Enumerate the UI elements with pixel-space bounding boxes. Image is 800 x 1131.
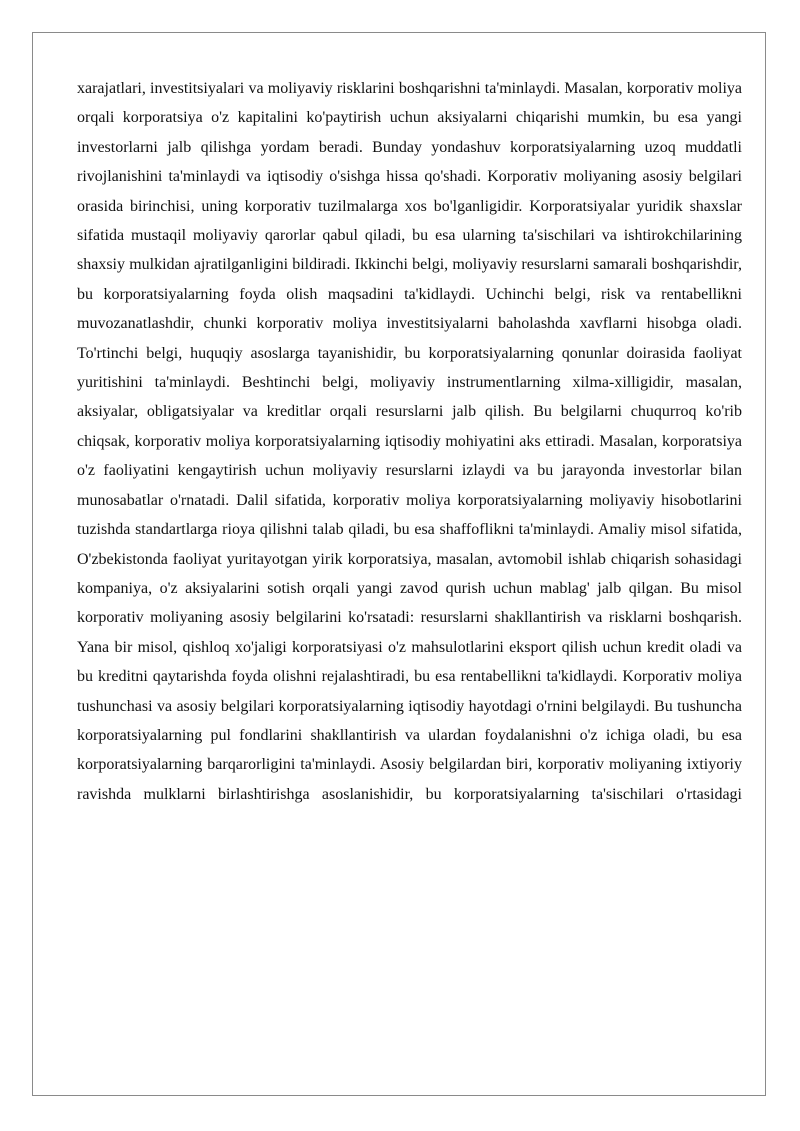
body-paragraph: xarajatlari, investitsiyalari va moliyaviy risklarini boshqarishni ta'minlaydi. Masalan, korporativ moliya orqali korporatsiya o'z kapitalini ko'paytirish uchun aksiyalarni chiqarishi mumkin, bu esa yangi investorlarni jalb qilishga yordam beradi. Bunday yondashuv korporatsiyalarning uzoq muddatli rivojlanishini ta'minlaydi va iqtisodiy o'sishga hissa qo'shadi. Korporativ moliyaning asosiy belgilari orasida birinchisi, uning korporativ tuzilmalarga xos bo'lganligidir. Korporatsiyalar yuridik shaxslar sifatida mustaqil moliyaviy qarorlar qabul qiladi, bu esa ularning ta'sischilari va ishtirokchilarining shaxsiy mulkidan ajratilganligini bildiradi. Ikkinchi belgi, moliyaviy resurslarni samarali boshqarishdir, bu korporatsiyalarning foyda olish maqsadini ta'kidlaydi. Uchinchi belgi, risk va rentabellikni muvozanatlashdir, chunki korporativ moliya investitsiyalarni baholashda xavflarni hisobga oladi. To'rtinchi belgi, huquqiy asoslarga tayanishidir, bu korporatsiyalarning qonunlar doirasida faoliyat yuritishini ta'minlaydi. Beshtinchi belgi, moliyaviy instrumentlarning xilma-xilligidir, masalan, aksiyalar, obligatsiyalar va kreditlar orqali resurslarni jalb qilish. Bu belgilarni chuqurroq ko'rib chiqsak, korporativ moliya korporatsiyalarning iqtisodiy mohiyatini aks ettiradi. Masalan, korporatsiya o'z faoliyatini kengaytirish uchun moliyaviy resurslarni izlaydi va bu jarayonda investorlar bilan munosabatlar o'rnatadi. Dalil sifatida, korporativ moliya korporatsiyalarning moliyaviy hisobotlarini tuzishda standartlarga rioya qilishni talab qiladi, bu esa shaffoflikni ta'minlaydi. Amaliy misol sifatida, O'zbekistonda faoliyat yuritayotgan yirik korporatsiya, masalan, avtomobil ishlab chiqarish sohasidagi kompaniya, o'z aksiyalarini sotish orqali yangi zavod qurish uchun mablag' jalb qilgan. Bu misol korporativ moliyaning asosiy belgilarini ko'rsatadi: resurslarni shakllantirish va risklarni boshqarish. Yana bir misol, qishloq xo'jaligi korporatsiyasi o'z mahsulotlarini eksport qilish uchun kredit oladi va bu kreditni qaytarishda foyda olishni rejalashtiradi, bu esa rentabellikni ta'kidlaydi. Korporativ moliya tushunchasi va asosiy belgilari korporatsiyalarning iqtisodiy hayotdagi o'rnini belgilaydi. Bu tushuncha korporatsiyalarning pul fondlarini shakllantirish va ulardan foydalanishni o'z ichiga oladi, bu esa korporatsiyalarning barqarorligini ta'minlaydi. Asosiy belgilardan biri, korporativ moliyaning ixtiyoriy ravishda mulklarni birlashtirishga asoslanishidir, bu korporatsiyalarning ta'sischilari o'rtasidagi [77,80,742,803]
